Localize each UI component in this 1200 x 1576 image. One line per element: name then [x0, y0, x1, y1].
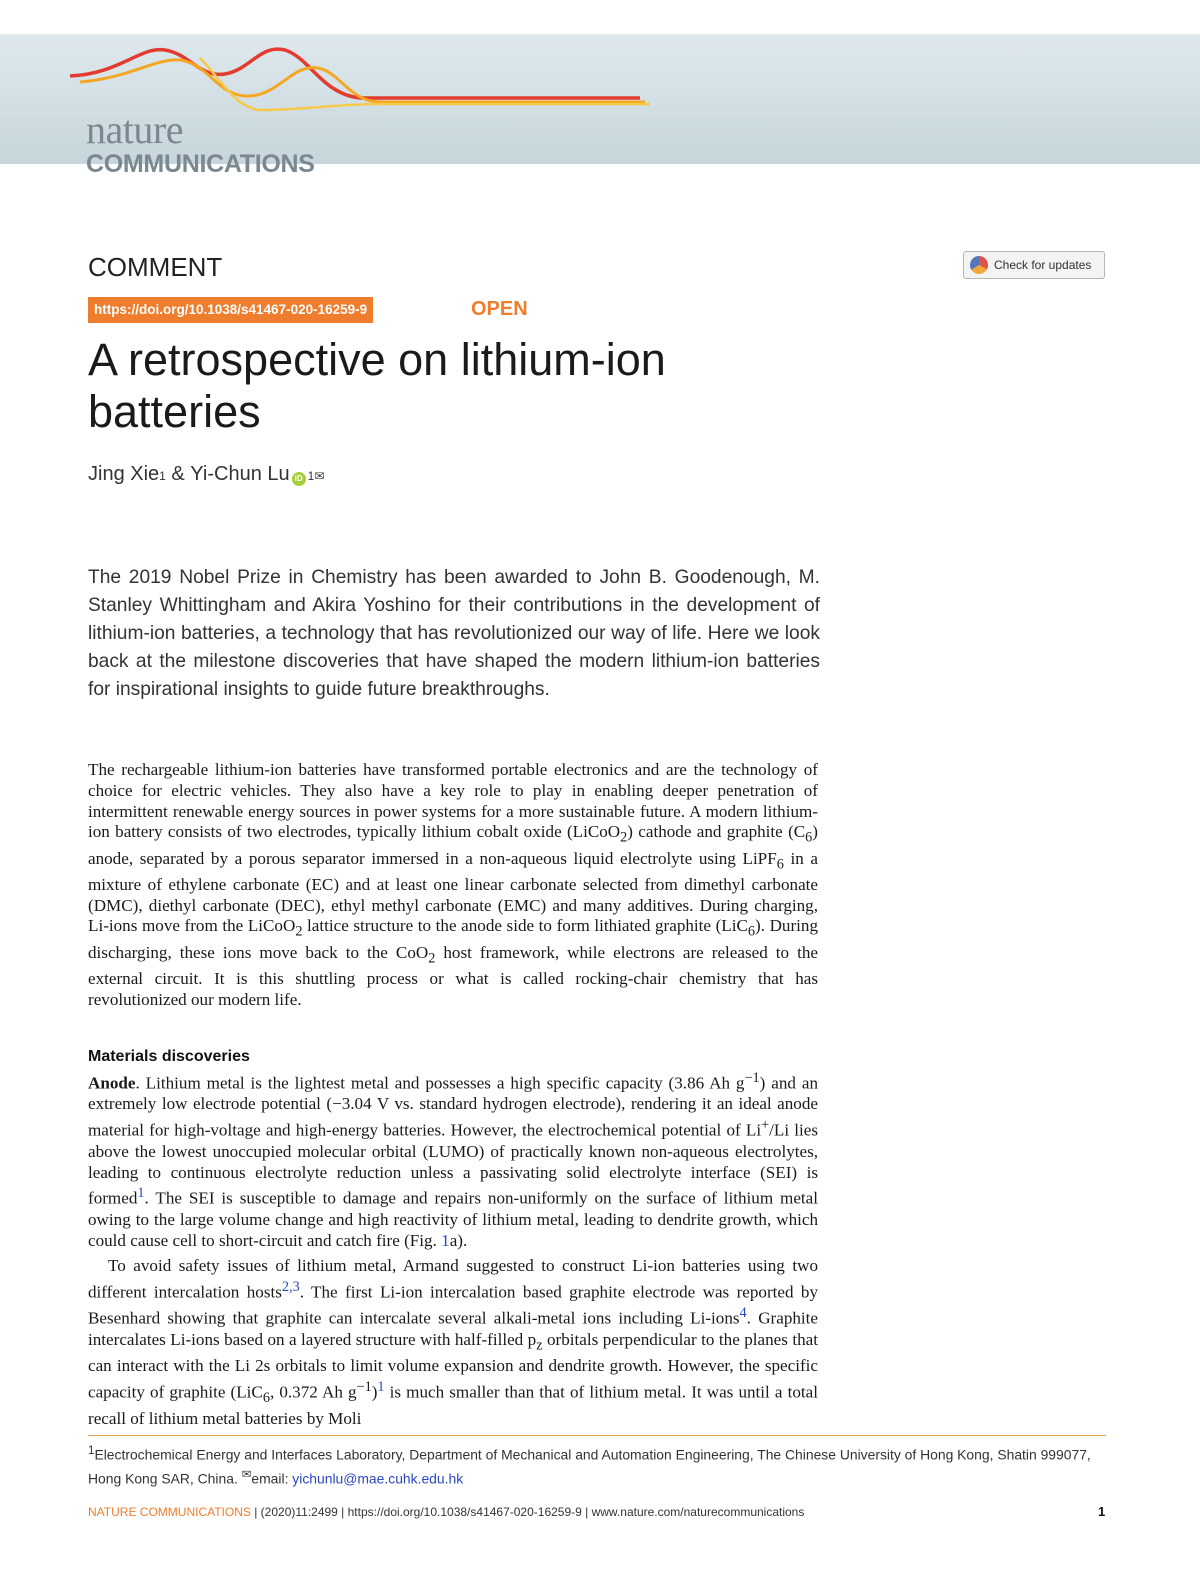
check-for-updates-button[interactable]	[963, 251, 1105, 279]
author-affiliation-sup: 1	[159, 469, 166, 483]
reference-link[interactable]: 4	[739, 1305, 747, 1322]
article-type: COMMENT	[88, 252, 223, 282]
author-affiliation-sup: 1	[307, 469, 315, 483]
affiliation-footnote: $^1$Electrochemical Energy and Interfaces Laboratory, Department of Mechanical and Automation Engineering, The Chinese University of Hong Kong, Shatin 999077, Hong Kong SAR, China. ✉email: yichunlu@mae.cuhk.edu.hk	[88, 1445, 1091, 1487]
author-separator: &	[165, 463, 191, 485]
footer-citation: | (2020)11:2499 | https://doi.org/10.1038/s41467-020-16259-9 | www.nature.com/naturecommunications	[250, 1505, 805, 1519]
nature-wave-logo-icon	[60, 38, 660, 118]
journal-masthead	[0, 34, 1200, 178]
reference-link[interactable]: 1	[377, 1378, 385, 1395]
intro-paragraph: The rechargeable lithium-ion batteries have transformed portable electronics and are the technology of choice for electric vehicles. They also have a key role to play in enabling deeper penetration of intermittent renewable energy sources in power systems for a more sustainable future. A modern lithium-ion battery consists of two electrodes, typically lithium cobalt oxide (LiCoO$_2$) cathode and graphite $(C_6)$ anode, separated by a porous separator immersed in a non-aqueous liquid electrolyte using LiPF$_6$ in a mixture of ethylene carbonate (EC) and at least one linear carbonate selected from dimethyl carbonate (DMC), diethyl carbonate (DEC), ethyl methyl carbonate (EMC) and many additives. During charging, Li-ions move from the LiCoO$_2$ lattice structure to the anode side to form lithiated graphite (LiC$_6$). During discharging, these ions move back to the CoO$_2$ host framework, while electrons are released to the external circuit. It is this shuttling process or what is called rocking-chair chemistry that has revolutionized our modern life.	[88, 760, 818, 1009]
abstract: The 2019 Nobel Prize in Chemistry has been awarded to John B. Goodenough, M. Stanley Whittingham and Akira Yoshino for their contributions in the development of lithium-ion batteries, a technology that has revolutionized our way of life. Here we look back at the milestone discoveries that have shaped the modern lithium-ion batteries for inspirational insights to guide future breakthroughs.	[88, 567, 820, 700]
email-link[interactable]: yichunlu@mae.cuhk.edu.hk	[292, 1470, 464, 1487]
reference-link[interactable]: 2,3	[281, 1278, 300, 1295]
intercalation-paragraph: To avoid safety issues of lithium metal, Armand suggested to construct Li-ion batteries using two different intercalation hosts$^{2,3}$. The first Li-ion intercalation based graphite electrode was reported by Besenhard showing that graphite can intercalate several alkali-metal ions including Li-ions$^4$. Graphite intercalates Li-ions based on a layered structure with half-filled $p_z$ orbitals perpendicular to the planes that can interact with the Li 2s orbitals to limit volume expansion and dendrite growth. However, the specific capacity of graphite (LiC$_6$, 0.372 Ah $g^{-1})^1$ is much smaller than that of lithium metal. It was until a total recall of lithium metal batteries by Moli	[88, 1256, 818, 1428]
footnote-divider	[88, 1435, 1106, 1436]
reference-link[interactable]: 1	[137, 1185, 145, 1202]
author-list	[88, 460, 324, 490]
page-footer	[88, 1504, 1106, 1520]
figure-link[interactable]: 1	[441, 1230, 450, 1250]
brand-communications: COMMUNICATIONS	[86, 150, 315, 178]
footer-journal: NATURE COMMUNICATIONS	[88, 1505, 251, 1519]
doi-link[interactable]: https://doi.org/10.1038/s41467-020-16259-9	[88, 297, 373, 323]
article-title: A retrospective on lithium-ion batteries	[88, 334, 666, 437]
orcid-icon[interactable]: iD	[292, 472, 306, 486]
author-name[interactable]: Yi-Chun Lu	[190, 463, 290, 485]
anode-paragraph: Anode. Lithium metal is the lightest metal and possesses a high specific capacity (3.86 Ah $g^{-1}$) and an extremely low electrode potential (−3.04 V vs. standard hydrogen electrode), rendering it an ideal anode material for high-voltage and high-energy batteries. However, the electrochemical potential of Li+/Li lies above the lowest unoccupied molecular orbital (LUMO) of practically known non-aqueous electrolytes, leading to continuous electrolyte reduction unless a passivating solid electrolyte interface (SEI) is formed$^1$. The SEI is susceptible to damage and repairs non-uniformly on the surface of lithium metal owing to the large volume change and high reactivity of lithium metal, leading to dendrite growth, which could cause cell to short-circuit and catch fire (Fig. 1a).	[88, 1070, 818, 1250]
section-heading: Materials discoveries	[88, 1048, 250, 1065]
check-for-updates-label: Check for updates	[994, 258, 1092, 272]
email-icon[interactable]: ✉	[314, 469, 325, 483]
email-icon: ✉	[241, 1468, 252, 1481]
author-name[interactable]: Jing Xie	[88, 463, 160, 485]
open-access-label: OPEN	[471, 298, 528, 320]
page-number: 1	[1098, 1504, 1106, 1519]
crossmark-icon	[970, 256, 988, 274]
brand-nature: nature	[86, 107, 183, 152]
